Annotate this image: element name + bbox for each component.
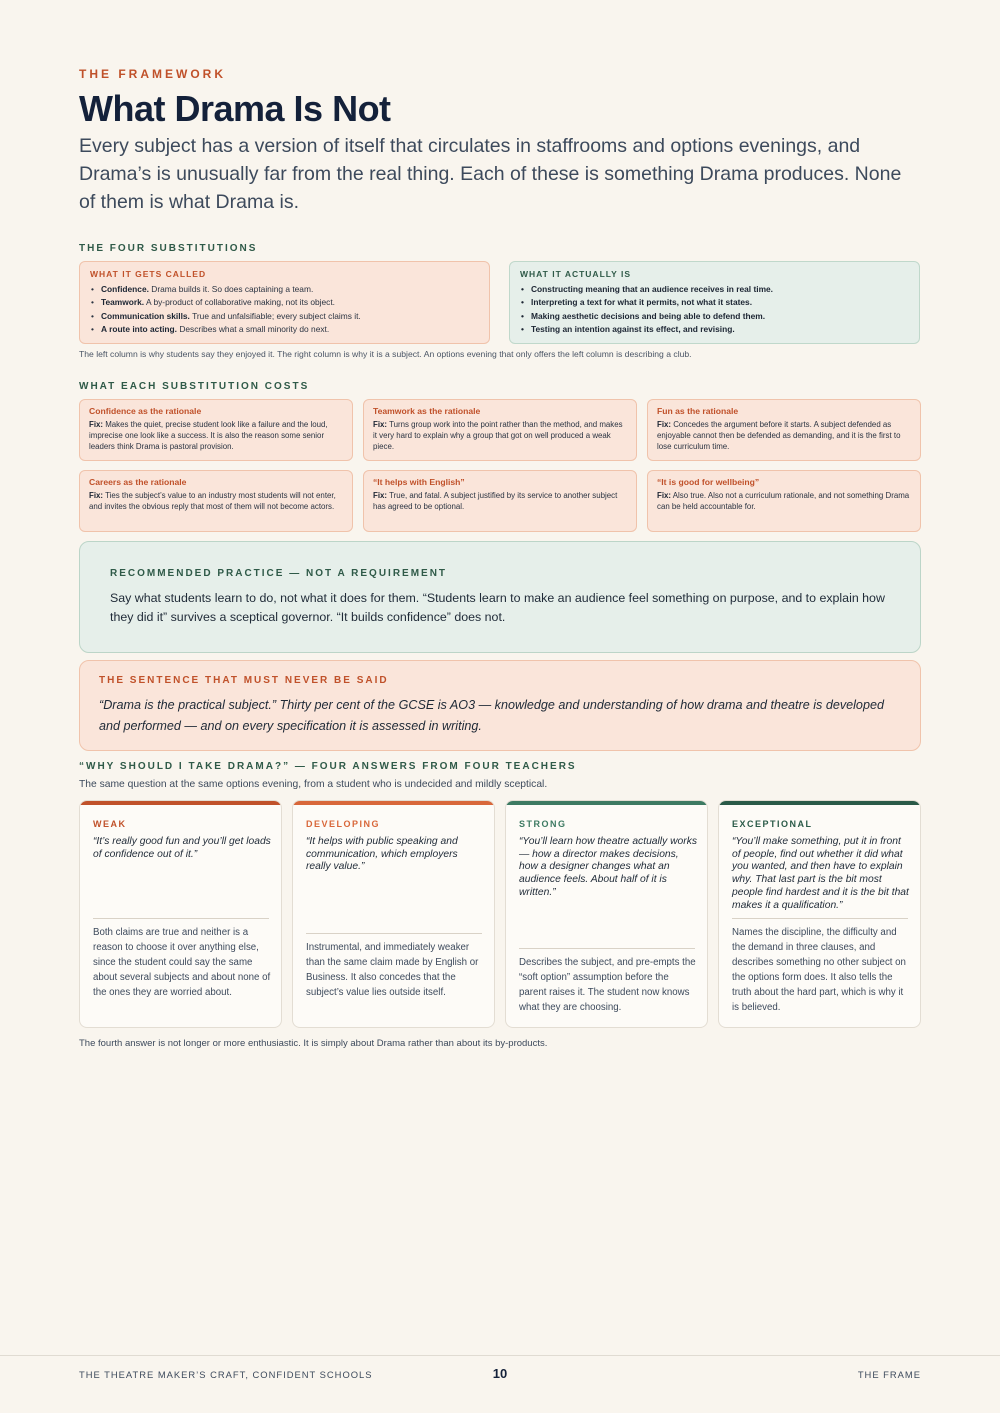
answer-card-exceptional [718,800,921,1028]
cost-card [647,470,921,532]
fix-text: Also true. Also not a curriculum rationale, and not something Drama can be held accountable for. [657,491,910,512]
fix-text: Turns group work into the point rather than the method, and makes it very hard to explain why a group that got on well produced a weak piece. [373,420,623,452]
cost-card [647,399,921,461]
cost-card-title: Fun as the rationale [657,406,739,416]
fix-label: Fix: [373,420,388,429]
fix-text: Ties the subject’s value to an industry most students will not enter, and invites the obvious reply that most of them will not become actors. [89,491,336,512]
what-it-gets-called-heading: WHAT IT GETS CALLED [90,269,207,279]
answer-level: EXCEPTIONAL [732,819,813,829]
answer-quote: “It helps with public speaking and communication, which employers really value.” [306,836,458,873]
list-item-text: A by-product of collaborative making, not its object. [144,297,336,308]
cost-card-title: Careers as the rationale [89,477,187,487]
footer-book-title: THE THEATRE MAKER’S CRAFT, CONFIDENT SCHOOLS [79,1369,373,1380]
recommended-practice-body: Say what students learn to do, not what it does for them. “Students learn to make an audience feel something on purpose, and to explain how they did it” survives a sceptical governor. “It builds confidence” does not. [110,591,885,624]
divider [519,948,695,949]
answer-card-developing [292,800,495,1028]
list-item-text: Drama builds it. So does captaining a team. [148,284,314,294]
section-kicker: THE FRAMEWORK [79,67,226,81]
fix-label: Fix: [657,420,672,429]
answer-level-bar [719,801,920,805]
list-item: • Making aesthetic decisions and being able to defend them. [520,310,909,323]
list-item [90,283,479,296]
footer-divider [0,1355,1000,1356]
footer-section-name: THE FRAME [857,1369,921,1380]
never-said-callout [79,660,921,751]
fix-label: Fix: [89,491,104,500]
cost-card-title: “It is good for wellbeing” [657,477,760,487]
list-item-term: Teamwork. [101,297,145,308]
cost-card-title: Teamwork as the rationale [373,406,481,416]
never-said-body: “Drama is the practical subject.” Thirty per cent of the GCSE is AO3 — knowledge and understanding of how drama and theatre is developed and performed — and on every specification it is assessed in writing. [99,698,884,733]
answer-level-bar [80,801,281,805]
cost-card-body [373,419,627,452]
list-item-term: A route into acting. [101,324,177,335]
fix-text: Makes the quiet, precise student look like a failure and the loud, imprecise one look like a success. It is also the reason some senior leaders think Drama is pastoral provision. [89,420,328,452]
list-item-term: Confidence. [101,284,149,294]
cost-card-body [89,419,343,452]
answer-level: STRONG [519,819,567,829]
fix-label: Fix: [373,491,388,500]
recommended-practice-heading: RECOMMENDED PRACTICE — NOT A REQUIREMENT [110,568,448,579]
list-item [90,323,479,336]
cost-card-body [89,490,343,512]
never-said-heading: THE SENTENCE THAT MUST NEVER BE SAID [99,675,389,686]
answer-verdict: Both claims are true and neither is a reason to choose it over anything else, since the student could say the same about several subjects and about none of the ones they are worried about. [93,927,271,998]
why-take-drama-subtitle: The same question at the same options evening, from a student who is undecided and mildly sceptical. [79,779,548,790]
answer-verdict: Names the discipline, the difficulty and the demand in three clauses, and describes something no other subject on the options form does. It also tells the truth about the hard part, which is why it is believed. [732,927,906,1013]
page-number: 10 [492,1366,508,1381]
answer-level-bar [506,801,707,805]
list-item [90,310,479,323]
recommended-practice-callout [79,541,921,653]
divider [93,918,269,919]
answer-level: WEAK [93,819,127,829]
answer-level-bar [293,801,494,805]
cost-card [79,470,353,532]
fix-label: Fix: [657,491,672,500]
divider [306,933,482,934]
cost-card [363,470,637,532]
cost-card-body [657,419,911,452]
cost-card-title: Confidence as the rationale [89,406,202,416]
list-item-term: Communication skills. [101,310,190,321]
answer-card-weak [79,800,282,1028]
fix-label: Fix: [89,420,104,429]
four-substitutions-heading: THE FOUR SUBSTITUTIONS [79,243,258,254]
answer-card-strong [505,800,708,1028]
list-item: • Testing an intention against its effect, and revising. [520,323,909,336]
answer-quote: “You’ll learn how theatre actually works — how a director makes decisions, how a designer changes what an audience feels. About half of it is written.” [519,836,697,898]
why-take-drama-heading: “WHY SHOULD I TAKE DRAMA?” — FOUR ANSWERS FROM FOUR TEACHERS [79,761,577,772]
list-item [90,296,479,309]
answer-verdict: Instrumental, and immediately weaker than the same claim made by English or Business. It also concedes that the subject’s value lies outside itself. [306,942,479,998]
cost-card-body [373,490,627,512]
what-it-actually-is-box [509,261,920,344]
fix-text: Concedes the argument before it starts. A subject defended as enjoyable cannot then be defended as demanding, and it is the first to lose curriculum time. [657,420,901,452]
lede-paragraph: Every subject has a version of itself that circulates in staffrooms and options evenings, and Drama’s is unusually far from the real thing. Each of these is something Drama produces. None of them is what Drama is. [79,135,902,213]
answer-quote: “You’ll make something, put it in front of people, find out whether it did what you wanted, and then have to explain why. That last part is the bit most people find hardest and it is the bit that makes it a qualification.” [732,836,909,911]
what-it-gets-called-box [79,261,490,344]
actual-list [520,283,909,337]
list-item-text: Describes what a small minority do next. [177,324,330,335]
costs-heading: WHAT EACH SUBSTITUTION COSTS [79,381,310,392]
what-it-actually-is-heading: WHAT IT ACTUALLY IS [520,269,632,279]
called-list [90,283,479,337]
fix-text: True, and fatal. A subject justified by its service to another subject has agreed to be optional. [373,491,618,512]
cost-card-body [657,490,911,512]
divider [732,918,908,919]
cost-card-title: “It helps with English” [373,477,465,487]
list-item: • Interpreting a text for what it permits, not what it states. [520,296,909,309]
answer-verdict: Describes the subject, and pre-empts the “soft option” assumption before the parent raises it. The student now knows what they are choosing. [519,957,696,1013]
list-item-text: True and unfalsifiable; every subject claims it. [189,310,361,321]
page-title: What Drama Is Not [79,88,391,129]
cost-card [79,399,353,461]
answer-level: DEVELOPING [306,819,381,829]
cost-card [363,399,637,461]
substitutions-note: The left column is why students say they enjoyed it. The right column is why it is a subject. An options evening that only offers the left column is describing a club. [79,349,692,359]
answer-quote: “It’s really good fun and you’ll get loads of confidence out of it.” [93,836,271,860]
list-item: • Constructing meaning that an audience receives in real time. [520,283,909,296]
closing-note: The fourth answer is not longer or more enthusiastic. It is simply about Drama rather than about its by-products. [79,1038,548,1049]
